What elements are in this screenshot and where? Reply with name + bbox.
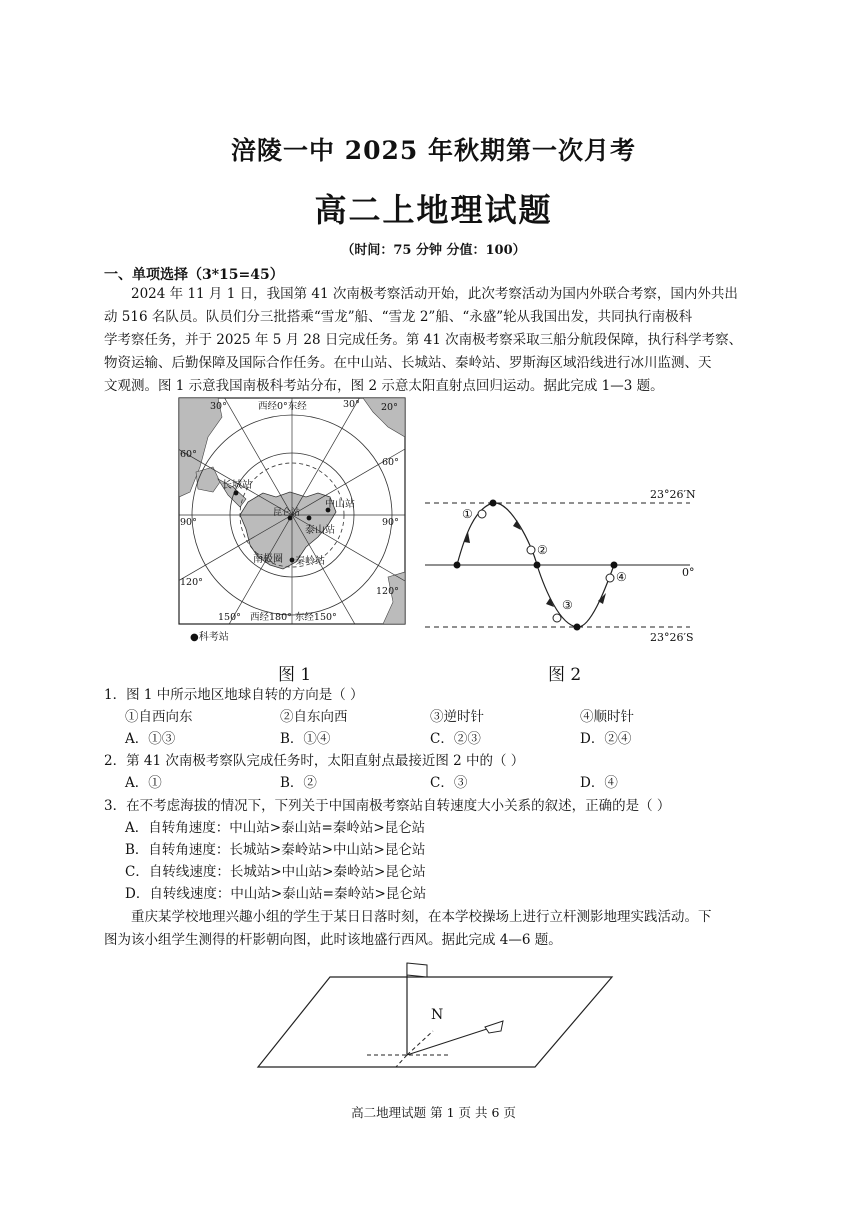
- station-qinling: 秦岭站: [295, 556, 325, 567]
- lon-label: 30°: [210, 401, 227, 412]
- q1-option-b[interactable]: B．①④: [280, 731, 331, 747]
- intro-line: 学考察任务，并于 2025 年 5 月 28 日完成任务。第 41 次南极考察采取三船分航段保障，执行科学考察、: [104, 332, 743, 348]
- q1-option-c[interactable]: C．②③: [430, 731, 481, 747]
- intro-line: 重庆某学校地理兴趣小组的学生于某日日落时刻，在本学校操场上进行立杆测影地理实践活动。下: [131, 909, 712, 925]
- q2-option-a[interactable]: A．①: [125, 775, 162, 791]
- question-2-stem: 2．第 41 次南极考察队完成任务时，太阳直射点最接近图 2 中的（ ）: [104, 753, 525, 769]
- question-2-block: [125, 772, 765, 794]
- q1-choice: ②自东向西: [280, 709, 348, 725]
- subject-title: 高二上地理试题: [314, 191, 553, 229]
- point-2: ②: [537, 543, 548, 557]
- figure2-sun-migration: [420, 480, 720, 645]
- intro-paragraph-1: [104, 283, 760, 398]
- figure1-antarctica-map: [178, 397, 408, 645]
- point-1: ①: [462, 507, 473, 521]
- figure2-label: 图 2: [548, 665, 582, 685]
- q2-option-c[interactable]: C．③: [430, 775, 468, 791]
- q3-option-c[interactable]: C．自转线速度：长城站>中山站>秦岭站>昆仑站: [125, 864, 426, 880]
- point-4: ④: [616, 570, 627, 584]
- lat-n-label: 23°26′N: [650, 488, 696, 501]
- lon-label: 30°: [343, 399, 360, 410]
- lon-label: 150°: [218, 612, 241, 623]
- figure3-pole-shadow: [255, 955, 625, 1075]
- intro-line: 文观测。图 1 示意我国南极科考站分布，图 2 示意太阳直射点回归运动。据此完成 1—3 题。: [104, 378, 664, 394]
- question-1-block: [125, 706, 765, 750]
- q1-choice: ①自西向东: [125, 709, 193, 725]
- question-1-stem: 1．图 1 中所示地区地球自转的方向是（ ）: [104, 687, 364, 703]
- lon-label: 60°: [180, 449, 197, 460]
- lon-label: 90°: [180, 517, 197, 528]
- lon-label: 120°: [180, 577, 203, 588]
- lon-label: 西经0°东经: [258, 401, 307, 412]
- lon-label: 90°: [382, 517, 399, 528]
- station-zhongshan: 中山站: [325, 499, 355, 510]
- q1-choice: ④顺时针: [580, 709, 634, 725]
- station-taishan: 泰山站: [305, 525, 335, 536]
- q1-option-d[interactable]: D．②④: [580, 731, 632, 747]
- section-title: 一、单项选择（3*15=45）: [104, 267, 284, 283]
- q3-option-d[interactable]: D．自转线速度：中山站>泰山站=秦岭站>昆仑站: [125, 886, 427, 902]
- intro-paragraph-2: [104, 906, 760, 952]
- lat-0-label: 0°: [682, 566, 695, 579]
- q3-option-a[interactable]: A．自转角速度：中山站>泰山站=秦岭站>昆仑站: [125, 820, 426, 836]
- station-kunlun: 昆仑站: [273, 508, 301, 518]
- map-legend: ●科考站: [190, 632, 229, 643]
- question-3-block: [125, 817, 765, 905]
- intro-line: 图为该小组学生测得的杆影朝向图，此时该地盛行西风。据此完成 4—6 题。: [104, 932, 562, 948]
- point-3: ③: [562, 598, 573, 612]
- page-footer: 高二地理试题 第 1 页 共 6 页: [351, 1105, 516, 1120]
- school-title: 涪陵一中 2025 年秋期第一次月考: [231, 136, 636, 165]
- q2-option-d[interactable]: D．④: [580, 775, 618, 791]
- intro-line: 动 516 名队员。队员们分三批搭乘“雪龙”船、“雪龙 2”船、“永盛”轮从我国出发，共同执行南极科: [104, 309, 693, 325]
- q2-option-b[interactable]: B．②: [280, 775, 317, 791]
- intro-line: 2024 年 11 月 1 日，我国第 41 次南极考察活动开始，此次考察活动为国内外联合考察，国内外共出: [131, 286, 738, 302]
- question-3-stem: 3．在不考虑海拔的情况下，下列关于中国南极考察站自转速度大小关系的叙述，正确的是（ ）: [104, 798, 671, 814]
- lon-label: 20°: [381, 402, 398, 413]
- north-label: N: [431, 1007, 444, 1023]
- lon-label: 120°: [376, 586, 399, 597]
- lat-s-label: 23°26′S: [650, 631, 694, 644]
- antarctic-circle-label: 南极圈: [253, 554, 283, 565]
- lon-label: 西经180° 东经150°: [250, 612, 337, 623]
- lon-label: 60°: [382, 457, 399, 468]
- exam-meta: （时间：75 分钟 分值：100）: [341, 243, 526, 258]
- q1-choice: ③逆时针: [430, 709, 484, 725]
- intro-line: 物资运输、后勤保障及国际合作任务。在中山站、长城站、秦岭站、罗斯海区域沿线进行冰川监测、天: [104, 355, 712, 371]
- q3-option-b[interactable]: B．自转角速度：长城站>秦岭站>中山站>昆仑站: [125, 842, 426, 858]
- station-changcheng: 长城站: [222, 480, 252, 491]
- q1-option-a[interactable]: A．①③: [125, 731, 176, 747]
- figure1-label: 图 1: [278, 665, 312, 685]
